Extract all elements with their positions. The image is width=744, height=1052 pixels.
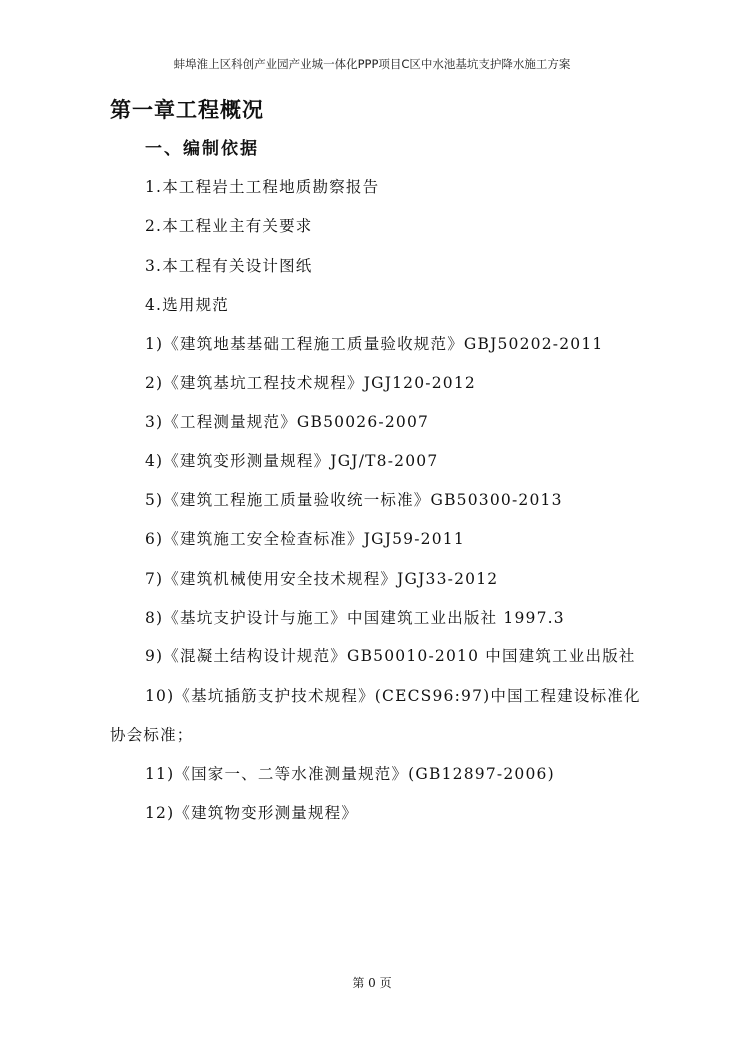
list-item: 4)《建筑变形测量规程》JGJ/T8-2007 — [145, 452, 439, 470]
section-title: 一、编制依据 — [145, 139, 259, 159]
list-item: 1.本工程岩土工程地质勘察报告 — [145, 178, 380, 196]
page-header: 蚌埠淮上区科创产业园产业城一体化PPP项目C区中水池基坑支护降水施工方案 — [173, 57, 571, 71]
list-item: 4.选用规范 — [145, 296, 229, 314]
list-item: 2.本工程业主有关要求 — [145, 217, 313, 235]
list-item: 3.本工程有关设计图纸 — [145, 257, 313, 275]
list-item: 7)《建筑机械使用安全技术规程》JGJ33-2012 — [145, 570, 499, 588]
list-item: 2)《建筑基坑工程技术规程》JGJ120-2012 — [145, 374, 476, 392]
page-number: 第 0 页 — [352, 976, 392, 990]
list-item: 10)《基坑插筋支护技术规程》(CECS96:97)中国工程建设标准化 — [145, 687, 641, 705]
list-item: 3)《工程测量规范》GB50026-2007 — [145, 413, 430, 431]
list-item: 6)《建筑施工安全检查标准》JGJ59-2011 — [145, 530, 465, 548]
list-item: 11)《国家一、二等水准测量规范》(GB12897-2006) — [145, 765, 555, 783]
list-item: 8)《基坑支护设计与施工》中国建筑工业出版社 1997.3 — [145, 609, 565, 627]
list-item-continuation: 协会标准； — [110, 726, 194, 744]
list-item: 9)《混凝土结构设计规范》GB50010-2010 中国建筑工业出版社 — [145, 647, 636, 665]
chapter-title: 第一章工程概况 — [110, 97, 264, 122]
list-item: 5)《建筑工程施工质量验收统一标准》GB50300-2013 — [145, 491, 563, 509]
list-item: 1)《建筑地基基础工程施工质量验收规范》GBJ50202-2011 — [145, 335, 604, 353]
list-item: 12)《建筑物变形测量规程》 — [145, 804, 359, 822]
